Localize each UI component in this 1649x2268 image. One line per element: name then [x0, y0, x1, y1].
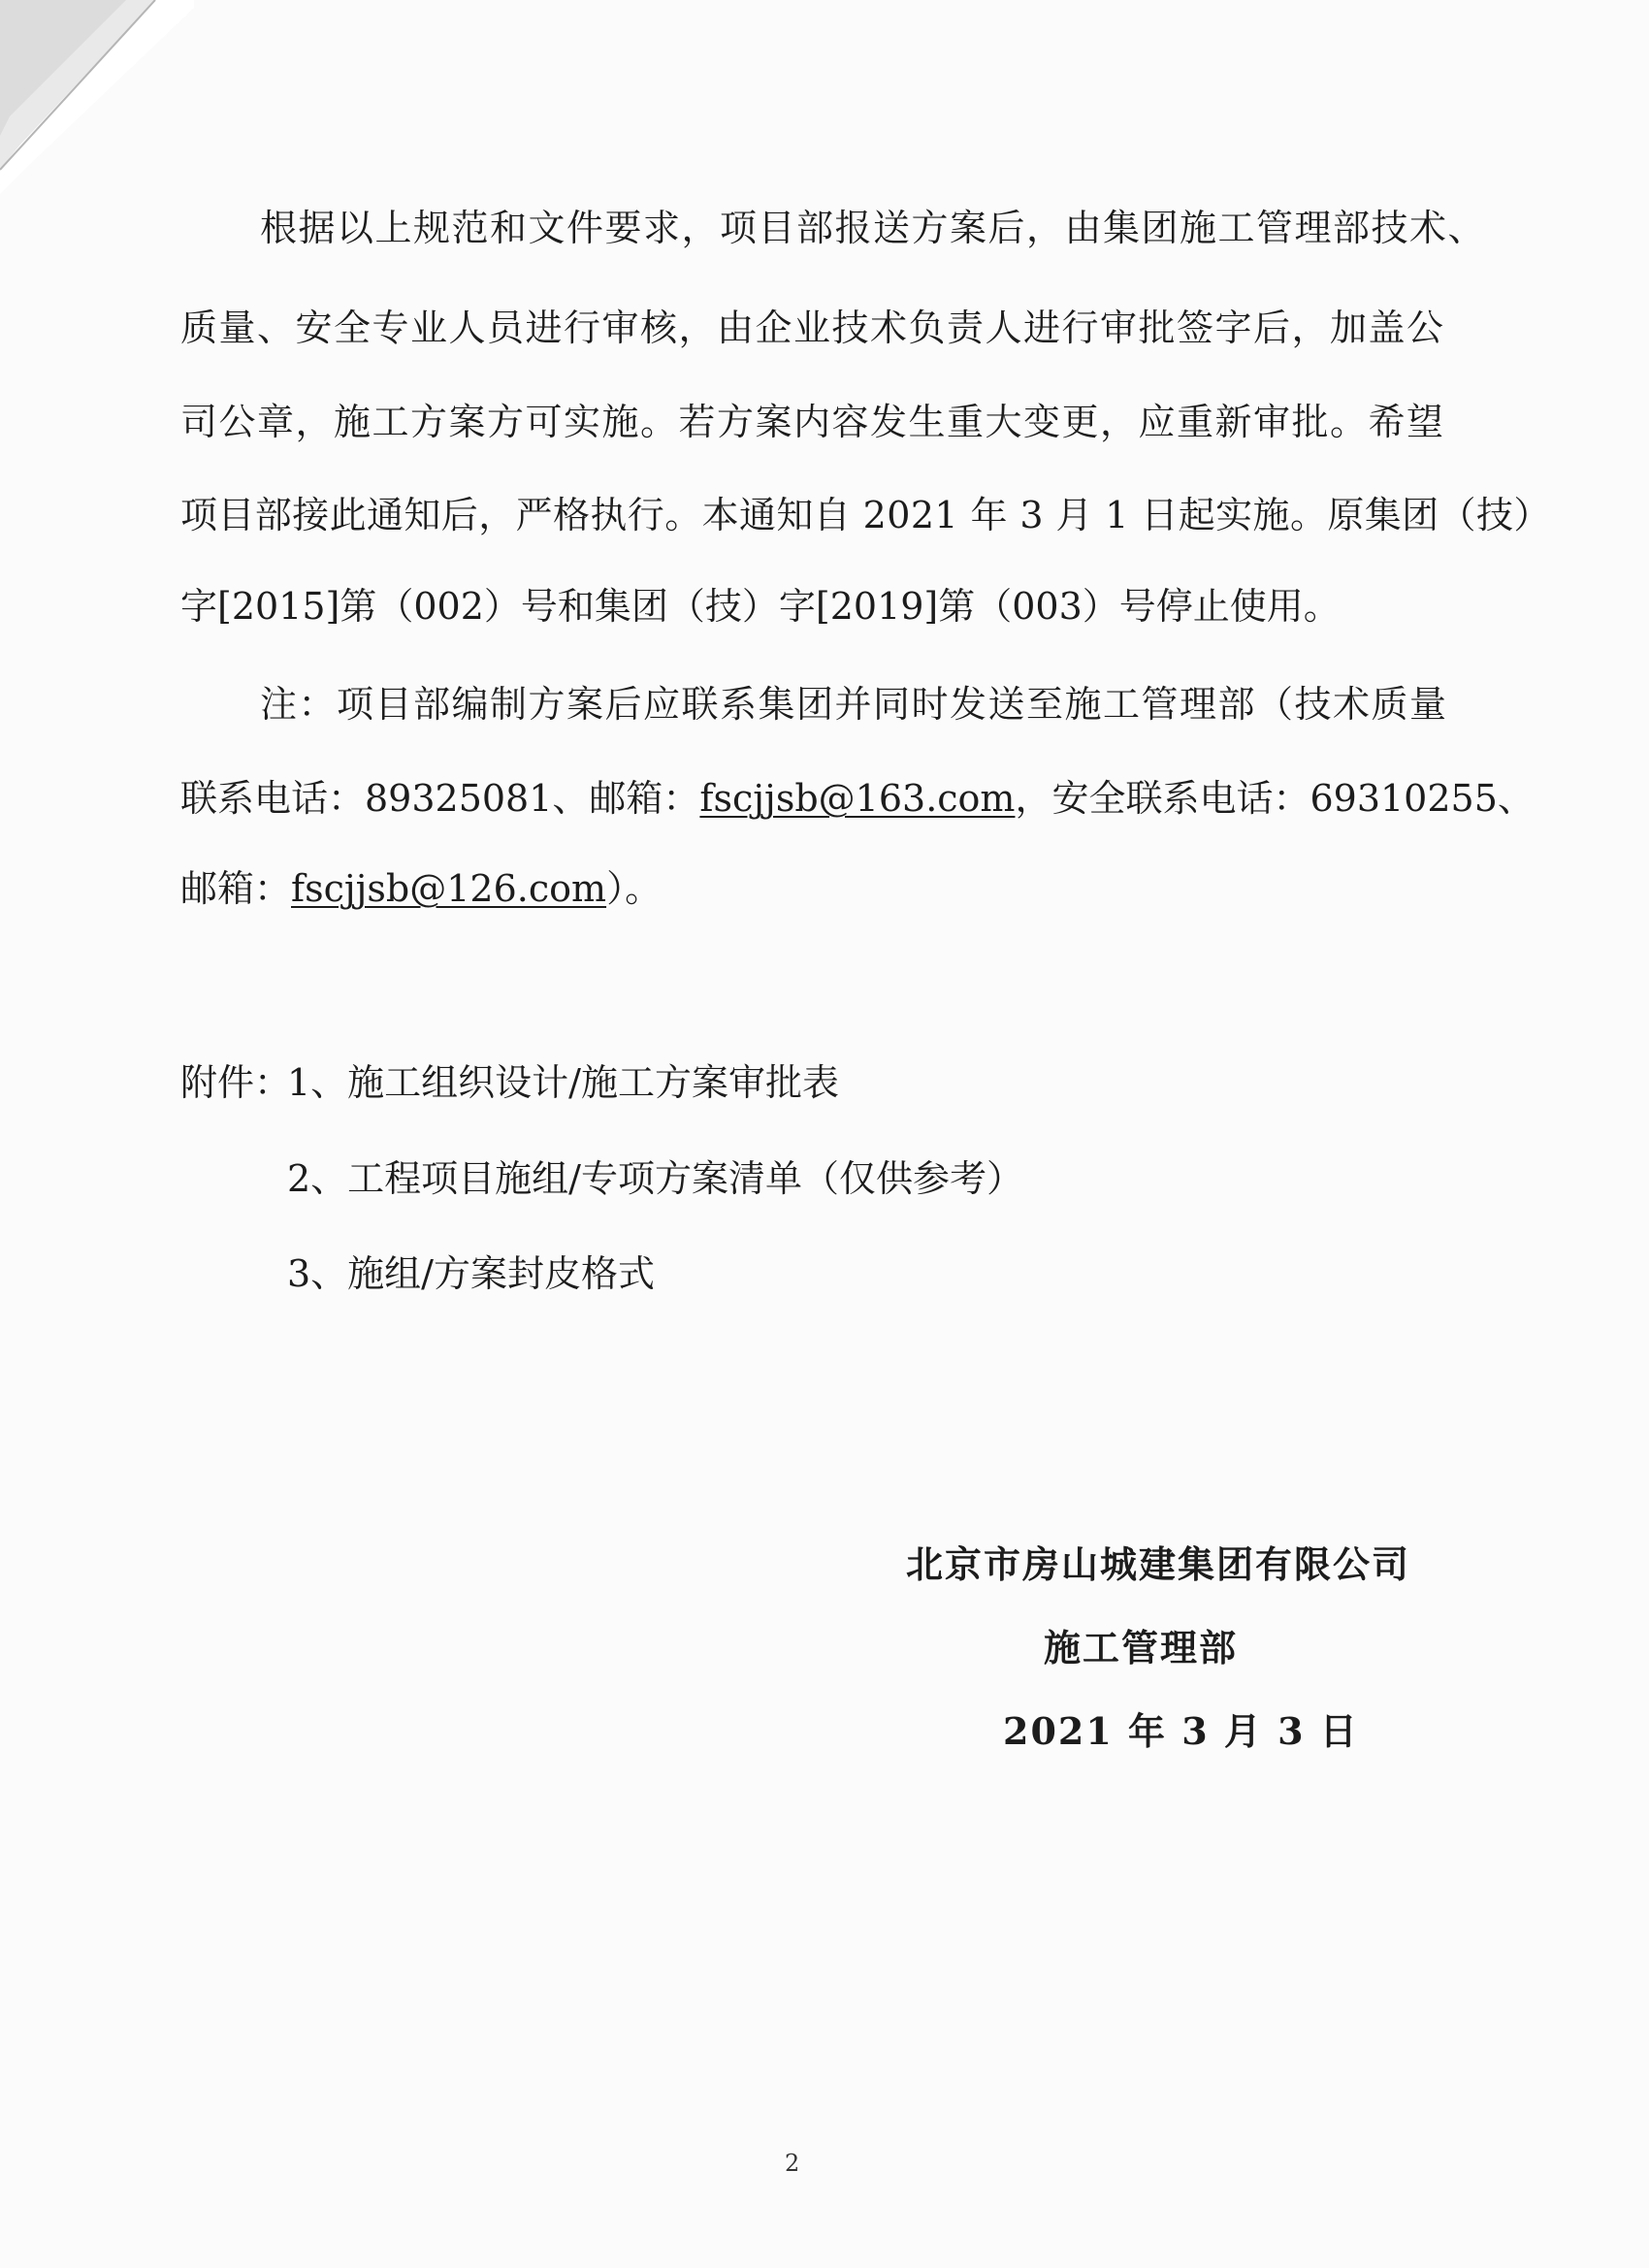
- attachment-item-3: 3、施组/方案封皮格式: [287, 1252, 655, 1295]
- note-line3-suffix: ）。: [606, 867, 663, 910]
- note-line2-prefix: 联系电话：89325081、邮箱：: [180, 777, 700, 820]
- note-line3: [180, 866, 662, 911]
- page-number: 2: [785, 2150, 800, 2177]
- note-line2: [180, 776, 1535, 821]
- paragraph1-line1: 根据以上规范和文件要求，项目部报送方案后，由集团施工管理部技术、: [260, 207, 1487, 249]
- signature-date: 2021 年 3 月 3 日: [1003, 1709, 1359, 1753]
- paragraph1-line4: 项目部接此通知后，严格执行。本通知自 2021 年 3 月 1 日起实施。原集团（技）: [180, 494, 1551, 536]
- email-link-126[interactable]: fscjjsb@126.com: [291, 867, 607, 910]
- note-line1: 注：项目部编制方案后应联系集团并同时发送至施工管理部（技术质量: [260, 683, 1448, 726]
- paragraph1-line5: 字[2015]第（002）号和集团（技）字[2019]第（003）号停止使用。: [180, 585, 1341, 628]
- folded-corner: [0, 0, 194, 194]
- note-line2-suffix: ，安全联系电话：69310255、: [1015, 777, 1535, 820]
- signature-company: 北京市房山城建集团有限公司: [906, 1542, 1411, 1586]
- paragraph1-line2: 质量、安全专业人员进行审核，由企业技术负责人进行审批签字后，加盖公: [180, 307, 1445, 349]
- note-line3-prefix: 邮箱：: [180, 867, 292, 910]
- attachment-item-1: 1、施工组织设计/施工方案审批表: [287, 1061, 839, 1104]
- paragraph1-line3: 司公章，施工方案方可实施。若方案内容发生重大变更，应重新审批。希望: [180, 401, 1445, 443]
- email-link-163[interactable]: fscjjsb@163.com: [699, 777, 1016, 820]
- attachment-item-2: 2、工程项目施组/专项方案清单（仅供参考）: [287, 1157, 1023, 1200]
- signature-department: 施工管理部: [1044, 1626, 1239, 1669]
- attachments-label: 附件：: [180, 1061, 292, 1104]
